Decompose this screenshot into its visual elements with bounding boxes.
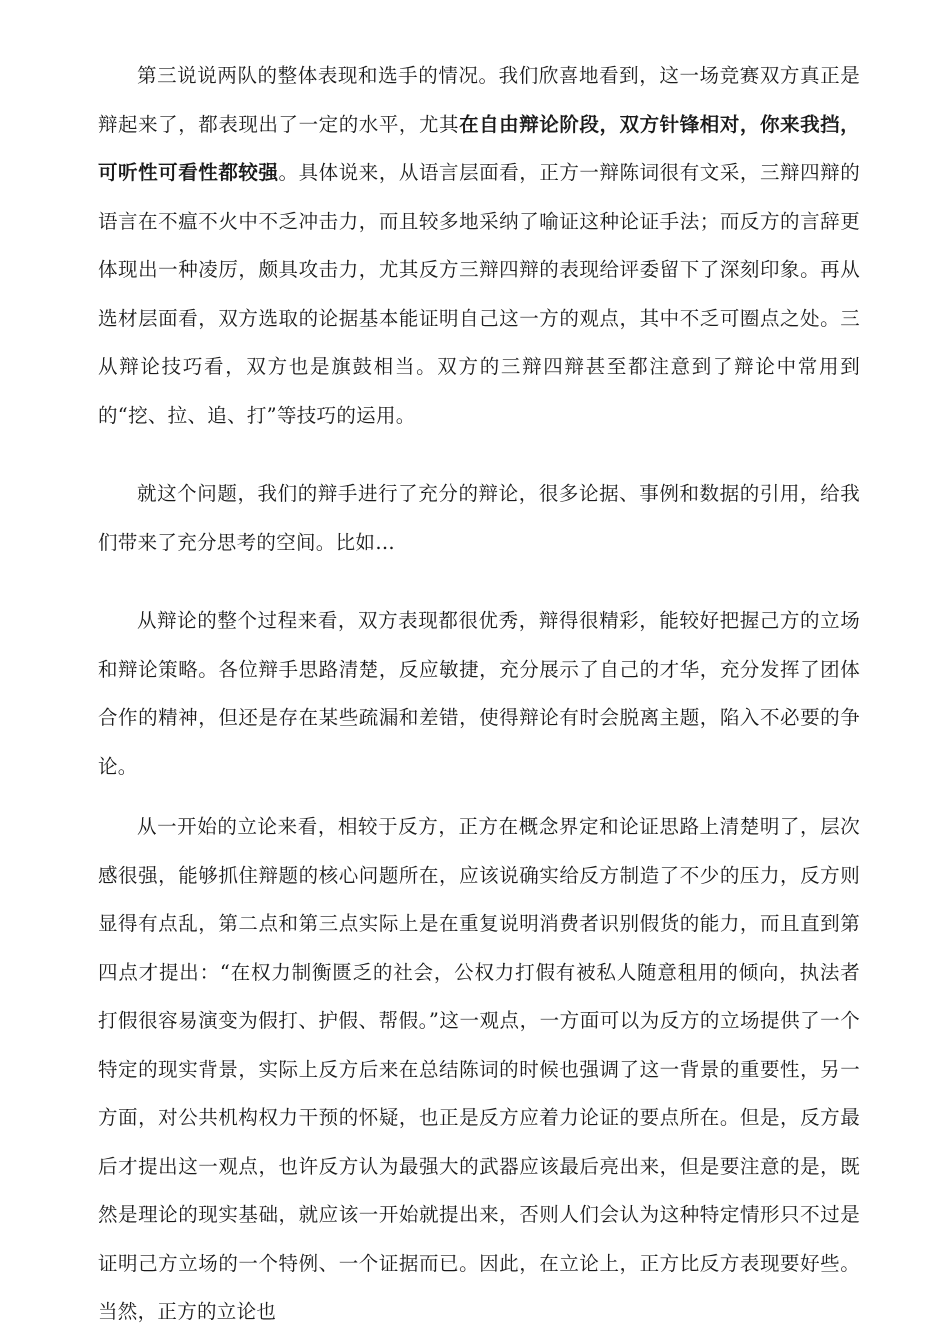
emphasized-text: 在自由辩论阶段，双方针锋相对，你来我挡，可听性可看性都较强	[98, 112, 860, 184]
document-page	[98, 52, 860, 1337]
paragraph-debate-question: 就这个问题，我们的辩手进行了充分的辩论，很多论据、事例和数据的引用，给我们带来了充分思考的空间。比如…	[98, 482, 860, 554]
paragraph-text: 。具体说来，从语言层面看，正方一辩陈词很有文采，三辩四辩的语言在不瘟不火中不乏冲击力，而且较多地采纳了喻证这种论证手法；而反方的言辞更体现出一种凌厉，颇具攻击力，尤其反方三辩四辩的表现给评委留下了深刻印象。再从选材层面看，双方选取的论据基本能证明自己这一方的观点，其中不乏可圈点之处。三从辩论技巧看，双方也是旗鼓相当。双方的三辩四辩甚至都注意到了辩论中常用到的“挖、拉、追、打”等技巧的运用。	[98, 161, 861, 427]
paragraph-text: 第三说说两队的整体表现和选手的情况。我们欣喜地看到，这一场竞赛双方真正是辩起来了，都表现出了一定的水平，尤其	[98, 64, 860, 136]
paragraph-opening-argument: 从一开始的立论来看，相较于反方，正方在概念界定和论证思路上清楚明了，层次感很强，能够抓住辩题的核心问题所在，应该说确实给反方制造了不少的压力，反方则显得有点乱，第二点和第三点实际上是在重复说明消费者识别假货的能力，而且直到第四点才提出：“在权力制衡匮乏的社会，公权力打假有被私人随意租用的倾向，执法者打假很容易演变为假打、护假、帮假。”这一观点，一方面可以为反方的立场提供了一个特定的现实背景，实际上反方后来在总结陈词的时候也强调了这一背景的重要性，另一方面，对公共机构权力干预的怀疑，也正是反方应着力论证的要点所在。但是，反方最后才提出这一观点，也许反方认为最强大的武器应该最后亮出来，但是要注意的是，既然是理论的现实基础，就应该一开始就提出来，否则人们会认为这种特定情形只不过是证明己方立场的一个特例、一个证据而已。因此，在立论上，正方比反方表现要好些。当然，正方的立论也	[98, 815, 860, 1323]
paragraph-overall-performance	[98, 52, 860, 440]
paragraph-debate-process: 从辩论的整个过程来看，双方表现都很优秀，辩得很精彩，能较好把握己方的立场和辩论策略。各位辩手思路清楚，反应敏捷，充分展示了自己的才华，充分发挥了团体合作的精神，但还是存在某些疏漏和差错，使得辩论有时会脱离主题，陷入不必要的争论。	[98, 609, 860, 778]
